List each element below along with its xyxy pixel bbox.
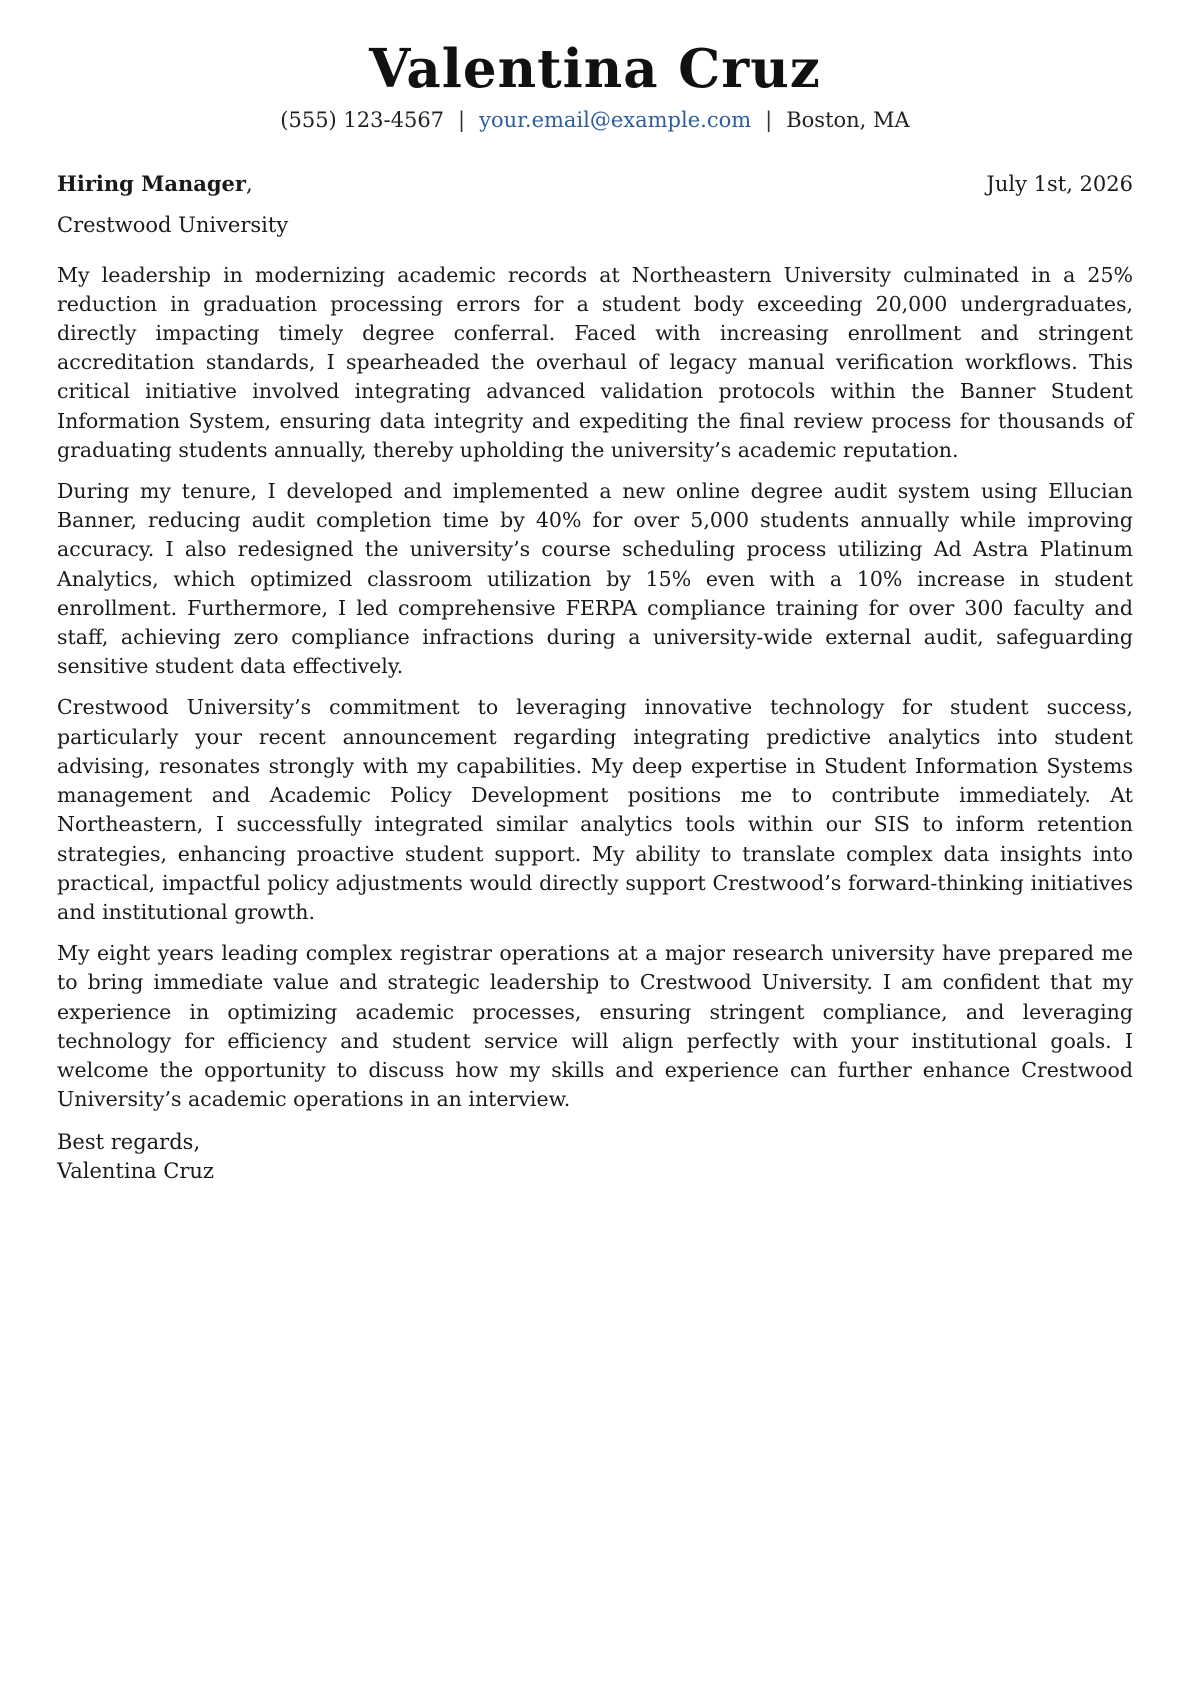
- recipient-organization: Crestwood University: [57, 212, 289, 237]
- contact-separator: |: [765, 107, 773, 132]
- location: Boston, MA: [786, 107, 910, 132]
- closing-signature: Valentina Cruz: [57, 1159, 214, 1184]
- phone-number: (555) 123-4567: [280, 107, 445, 132]
- recipient-comma: ,: [245, 171, 253, 196]
- email-link[interactable]: your.email@example.com: [479, 107, 752, 132]
- body-paragraph: During my tenure, I developed and implemented a new online degree audit system using Ellucian Banner, reducing audit completion time by 40% for over 5,000 students annually while improving accuracy. I also redesigned the university’s course scheduling process utilizing Ad Astra Platinum Analytics, which optimized classroom utilization by 15% even with a 10% increase in student enrollment. Furthermore, I led comprehensive FERPA compliance training for over 300 faculty and staff, achieving zero compliance infractions during a university-wide external audit, safeguarding sensitive student data effectively.: [57, 479, 1133, 679]
- recipient-line: [57, 170, 253, 198]
- address-date-row: [57, 170, 1133, 198]
- recipient-name: Hiring Manager: [57, 170, 246, 196]
- letter-date: July 1st, 2026: [986, 171, 1133, 196]
- letter-header: [57, 0, 1133, 134]
- sender-name: Valentina Cruz: [369, 38, 821, 100]
- contact-line: [57, 106, 1133, 134]
- letter-body: [57, 261, 1133, 1115]
- letter-closing: [57, 1128, 1133, 1186]
- body-paragraph: My eight years leading complex registrar operations at a major research university have prepared me to bring immediate value and strategic leadership to Crestwood University. I am confident that my experience in optimizing academic processes, ensuring stringent compliance, and leveraging technology for efficiency and student service will align perfectly with your institutional goals. I welcome the opportunity to discuss how my skills and experience can further enhance Crestwood University’s academic operations in an interview.: [57, 941, 1133, 1112]
- body-paragraph: My leadership in modernizing academic records at Northeastern University culminated in a 25% reduction in graduation processing errors for a student body exceeding 20,000 undergraduates, directly impacting timely degree conferral. Faced with increasing enrollment and stringent accreditation standards, I spearheaded the overhaul of legacy manual verification workflows. This critical initiative involved integrating advanced validation protocols within the Banner Student Information System, ensuring data integrity and expediting the final review process for thousands of graduating students annually, thereby upholding the university’s academic reputation.: [57, 262, 1133, 462]
- closing-salutation: Best regards,: [57, 1130, 201, 1155]
- body-paragraph: Crestwood University’s commitment to leveraging innovative technology for student success, particularly your recent announcement regarding integrating predictive analytics into student advising, resonates strongly with my capabilities. My deep expertise in Student Information Systems management and Academic Policy Development positions me to contribute immediately. At Northeastern, I successfully integrated similar analytics tools within our SIS to inform retention strategies, enhancing proactive student support. My ability to translate complex data insights into practical, impactful policy adjustments would directly support Crestwood’s forward-thinking initiatives and institutional growth.: [57, 695, 1133, 924]
- contact-separator: |: [458, 107, 466, 132]
